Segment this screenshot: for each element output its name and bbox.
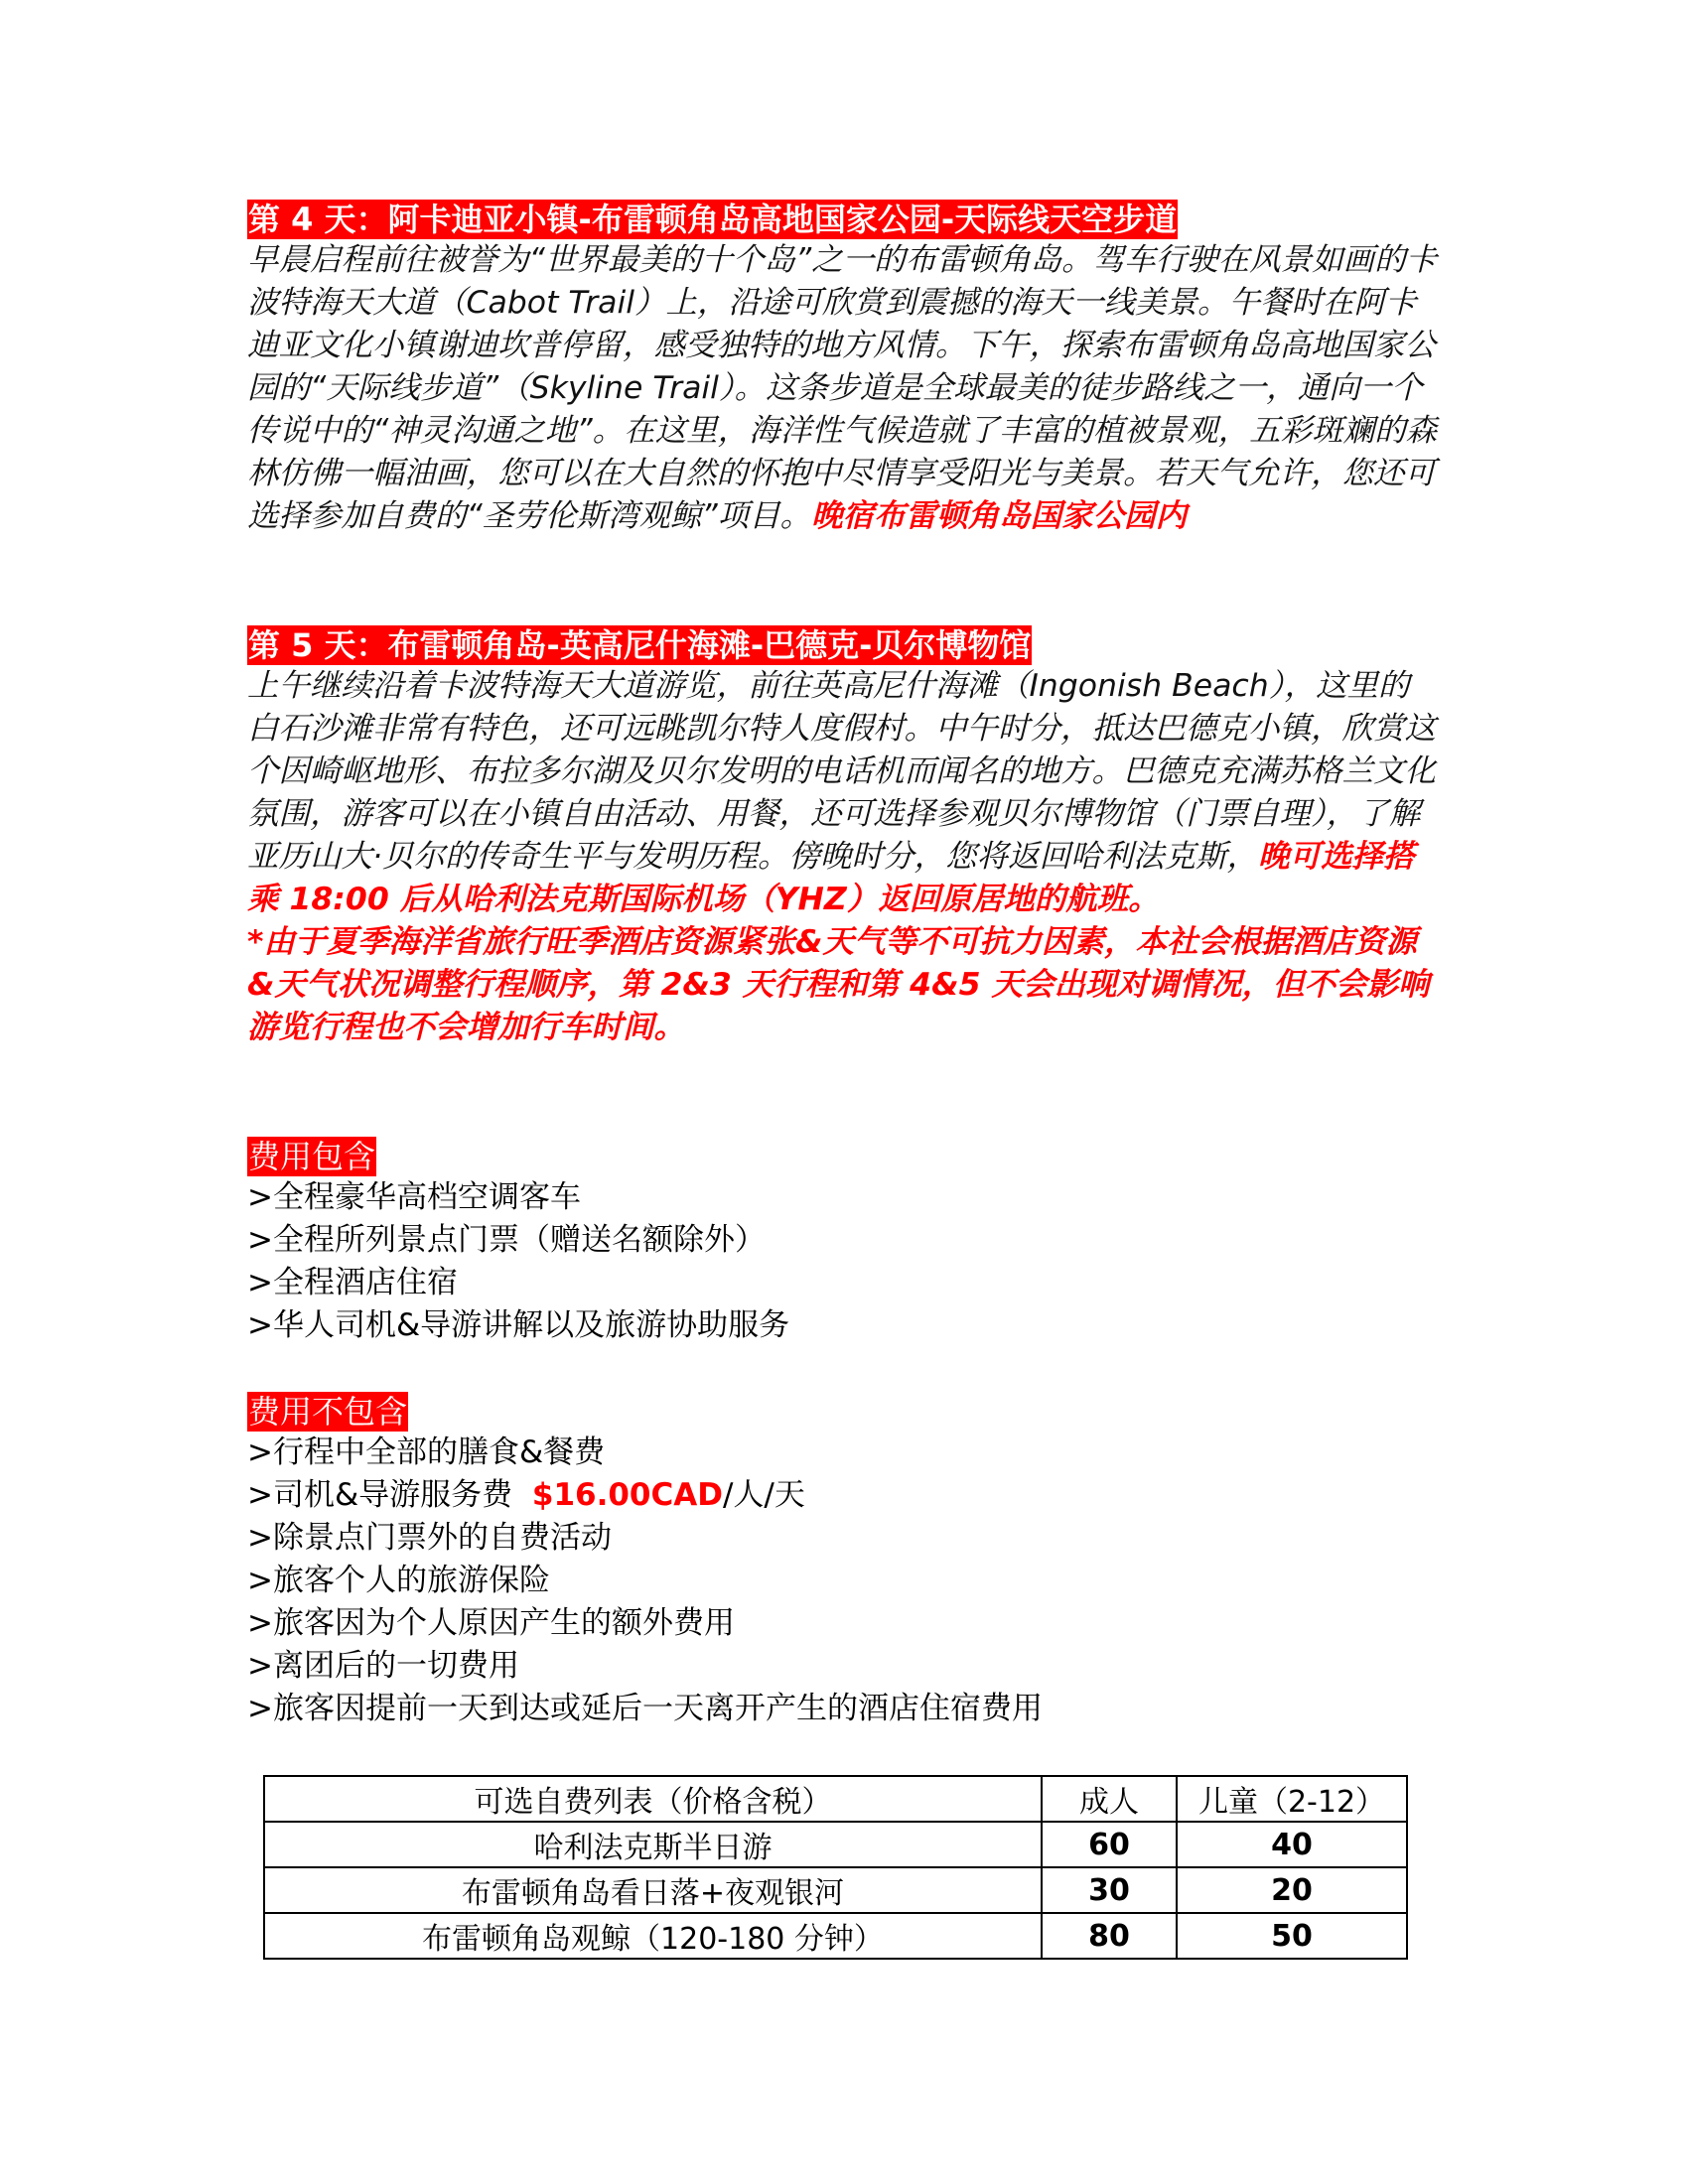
list-item: >行程中全部的膳食&餐费	[247, 1434, 606, 1470]
header-activity: 可选自费列表（价格含税）	[264, 1776, 1042, 1822]
table-row	[264, 1867, 1407, 1913]
fee-unit: /人/天	[722, 1477, 805, 1513]
day5-description	[247, 665, 1439, 921]
header-child: 儿童（2-12）	[1177, 1776, 1407, 1822]
adult-price: 80	[1042, 1913, 1177, 1959]
table-row	[264, 1822, 1407, 1867]
day5-section	[247, 625, 1439, 1049]
list-item: >全程所列景点门票（赠送名额除外）	[247, 1222, 766, 1258]
list-item: >旅客因提前一天到达或延后一天离开产生的酒店住宿费用	[247, 1691, 1043, 1726]
optional-activities-table	[263, 1775, 1408, 1960]
excluded-section	[247, 1392, 1439, 1730]
included-title: 费用包含	[248, 1138, 376, 1175]
adult-price: 60	[1042, 1822, 1177, 1867]
list-item: >旅客个人的旅游保险	[247, 1563, 550, 1598]
schedule-note: *由于夏季海洋省旅行旺季酒店资源紧张&天气等不可抗力因素，本社会根据酒店资源&天气状况调整行程顺序，第 2&3 天行程和第 4&5 天会出现对调情况，但不会影响游览行程也不会增加行车时间。	[247, 924, 1430, 1045]
list-item: >华人司机&导游讲解以及旅游协助服务	[247, 1307, 790, 1343]
day4-description	[247, 239, 1439, 538]
child-price: 50	[1177, 1913, 1407, 1959]
day5-body: 上午继续沿着卡波特海天大道游览，前往英高尼什海滩（Ingonish Beach），这里的白石沙滩非常有特色，还可远眺凯尔特人度假村。中午时分，抵达巴德克小镇，欣赏这个因崎岖地形、布拉多尔湖及贝尔发明的电话机而闻名的地方。巴德克充满苏格兰文化氛围，游客可以在小镇自由活动、用餐，还可选择参观贝尔博物馆（门票自理），了解亚历山大·贝尔的传奇生平与发明历程。傍晚时分，您将返回哈利法克斯，	[247, 668, 1437, 875]
list-item: >全程酒店住宿	[247, 1265, 458, 1300]
adult-price: 30	[1042, 1867, 1177, 1913]
day4-body: 早晨启程前往被誉为“世界最美的十个岛”之一的布雷顿角岛。驾车行驶在风景如画的卡波特海天大道（Cabot Trail）上，沿途可欣赏到震撼的海天一线美景。午餐时在阿卡迪亚文化小镇谢迪坎普停留，感受独特的地方风情。下午，探索布雷顿角岛高地国家公园的“天际线步道”（Skyline Trail）。这条步道是全球最美的徒步路线之一，通向一个传说中的“神灵沟通之地”。在这里，海洋性气候造就了丰富的植被景观，五彩斑斓的森林仿佛一幅油画，您可以在大自然的怀抱中尽情享受阳光与美景。若天气允许，您还可选择参加自费的“圣劳伦斯湾观鲸”项目。	[247, 242, 1438, 534]
day4-section	[247, 200, 1439, 538]
table-row	[264, 1913, 1407, 1959]
day4-overnight: 晚宿布雷顿角岛国家公园内	[811, 498, 1188, 534]
list-item: >除景点门票外的自费活动	[247, 1520, 612, 1556]
header-adult: 成人	[1042, 1776, 1177, 1822]
activity-name: 布雷顿角岛看日落+夜观银河	[264, 1867, 1042, 1913]
day4-title: 第 4 天：阿卡迪亚小镇-布雷顿角岛高地国家公园-天际线天空步道	[248, 201, 1178, 238]
child-price: 20	[1177, 1867, 1407, 1913]
included-section	[247, 1137, 1439, 1347]
list-item: >旅客因为个人原因产生的额外费用	[247, 1605, 735, 1641]
list-item: >离团后的一切费用	[247, 1648, 519, 1684]
fee-label: >司机&导游服务费	[247, 1477, 513, 1513]
day5-title: 第 5 天：布雷顿角岛-英高尼什海滩-巴德克-贝尔博物馆	[248, 626, 1032, 664]
list-item: >全程豪华高档空调客车	[247, 1179, 581, 1215]
activity-name: 布雷顿角岛观鲸（120-180 分钟）	[264, 1913, 1042, 1959]
table-header-row	[264, 1776, 1407, 1822]
day5-flight: 晚可选择搭乘 18:00 后从哈利法克斯国际机场（YHZ）返回原居地的航班。	[247, 839, 1415, 917]
list-item	[247, 1474, 1439, 1517]
activity-name: 哈利法克斯半日游	[264, 1822, 1042, 1867]
excluded-title: 费用不包含	[248, 1393, 408, 1431]
child-price: 40	[1177, 1822, 1407, 1867]
fee-amount: $16.00CAD	[531, 1477, 723, 1513]
